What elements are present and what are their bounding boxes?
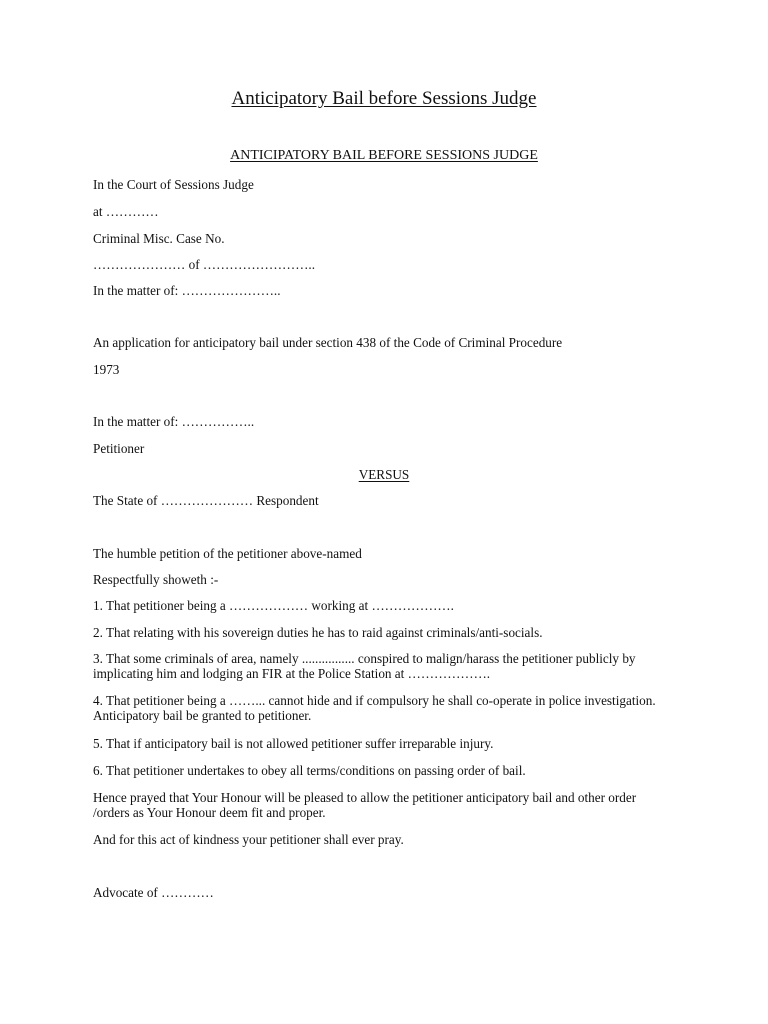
point-3: 3. That some criminals of area, namely ................ conspired to malign/harass the petitioner publicly by implicating him and lodging an FIR at the Police Station at ……………….	[93, 651, 636, 681]
court-line: In the Court of Sessions Judge	[93, 177, 254, 192]
document-title: Anticipatory Bail before Sessions Judge	[231, 88, 537, 109]
humble-petition-line: The humble petition of the petitioner above-named	[93, 546, 362, 561]
matter-line-2: In the matter of: ……………..	[93, 414, 255, 429]
prayer-paragraph: Hence prayed that Your Honour will be pleased to allow the petitioner anticipatory bail and other order /orders as Your Honour deem fit and proper.	[93, 790, 637, 820]
case-number-line: Criminal Misc. Case No.	[93, 231, 225, 246]
petitioner-label: Petitioner	[93, 441, 145, 456]
point-1: 1. That petitioner being a ……………… working at ……………….	[93, 598, 454, 613]
point-6: 6. That petitioner undertakes to obey all terms/conditions on passing order of bail.	[93, 763, 526, 778]
state-respondent-line: The State of ………………… Respondent	[93, 493, 319, 508]
point-2: 2. That relating with his sovereign duties he has to raid against criminals/anti-socials.	[93, 625, 543, 640]
application-line-1: An application for anticipatory bail under section 438 of the Code of Criminal Procedure	[93, 335, 563, 350]
advocate-line: Advocate of …………	[93, 885, 214, 900]
case-of-line: ………………… of ……………………..	[93, 257, 315, 272]
point-5: 5. That if anticipatory bail is not allowed petitioner suffer irreparable injury.	[93, 736, 494, 751]
point-4: 4. That petitioner being a ……... cannot hide and if compulsory he shall co-operate in police investigation. Anticipatory bail be granted to petitioner.	[93, 693, 656, 723]
application-line-2: 1973	[93, 362, 120, 377]
versus-heading: VERSUS	[358, 467, 410, 482]
kindness-line: And for this act of kindness your petitioner shall ever pray.	[93, 832, 404, 847]
showeth-line: Respectfully showeth :-	[93, 572, 219, 587]
at-line: at …………	[93, 204, 159, 219]
matter-line-1: In the matter of: …………………..	[93, 283, 281, 298]
document-subtitle: ANTICIPATORY BAIL BEFORE SESSIONS JUDGE	[230, 148, 538, 163]
